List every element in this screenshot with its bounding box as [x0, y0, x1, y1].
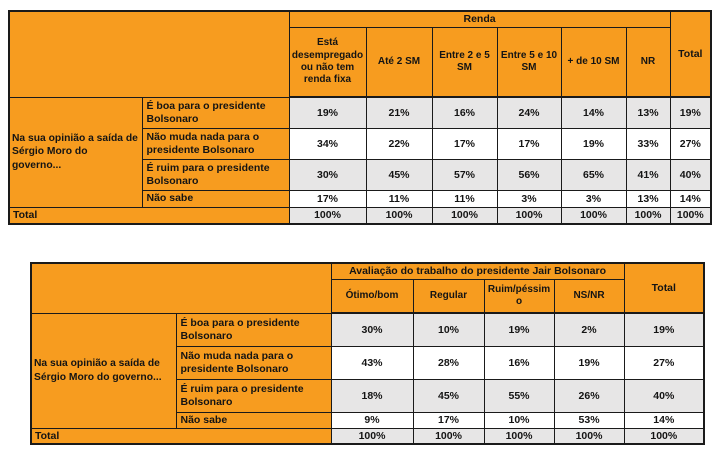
data-cell: 100% [670, 207, 711, 224]
data-cell: 14% [561, 97, 626, 128]
data-cell: 16% [432, 97, 497, 128]
data-cell: 17% [413, 412, 484, 428]
table1-row-question: Na sua opinião a saída de Sérgio Moro do governo... [9, 97, 142, 207]
total-row-label: Total [31, 428, 331, 444]
data-cell: 41% [626, 159, 670, 190]
row-label: É boa para o presidente Bolsonaro [142, 97, 289, 128]
data-cell: 65% [561, 159, 626, 190]
data-cell: 30% [331, 313, 413, 346]
data-cell: 28% [413, 346, 484, 379]
data-cell: 19% [670, 97, 711, 128]
data-cell: 22% [366, 128, 432, 159]
column-header: Regular [413, 279, 484, 313]
data-cell: 11% [366, 190, 432, 207]
data-cell: 30% [289, 159, 366, 190]
column-header: Até 2 SM [366, 27, 432, 97]
data-cell: 19% [554, 346, 624, 379]
data-cell: 100% [484, 428, 554, 444]
data-cell: 45% [413, 379, 484, 412]
table2-row-question: Na sua opinião a saída de Sérgio Moro do governo... [31, 313, 176, 428]
column-header: Ruim/péssimo [484, 279, 554, 313]
column-header: Ótimo/bom [331, 279, 413, 313]
data-cell: 19% [484, 313, 554, 346]
data-cell: 100% [554, 428, 624, 444]
table1-total-column-header: Total [670, 11, 711, 97]
data-cell: 57% [432, 159, 497, 190]
data-cell: 100% [626, 207, 670, 224]
data-cell: 56% [497, 159, 561, 190]
data-cell: 26% [554, 379, 624, 412]
data-cell: 13% [626, 97, 670, 128]
approval-crosstab-table [30, 262, 705, 445]
data-cell: 100% [624, 428, 704, 444]
row-label: É ruim para o presidente Bolsonaro [142, 159, 289, 190]
data-cell: 13% [626, 190, 670, 207]
row-label: É boa para o presidente Bolsonaro [176, 313, 331, 346]
data-cell: 10% [484, 412, 554, 428]
data-cell: 100% [366, 207, 432, 224]
table1-group-header: Renda [289, 11, 670, 27]
data-cell: 14% [624, 412, 704, 428]
data-cell: 24% [497, 97, 561, 128]
total-row [31, 428, 704, 444]
data-cell: 100% [432, 207, 497, 224]
column-header: NR [626, 27, 670, 97]
data-cell: 3% [561, 190, 626, 207]
table2-group-header: Avaliação do trabalho do presidente Jair Bolsonaro [331, 263, 624, 279]
table1-corner-cell [9, 11, 289, 97]
data-cell: 100% [561, 207, 626, 224]
data-cell: 45% [366, 159, 432, 190]
column-header: Entre 5 e 10 SM [497, 27, 561, 97]
row-label: Não muda nada para o presidente Bolsonaro [142, 128, 289, 159]
column-header: Está desempregado ou não tem renda fixa [289, 27, 366, 97]
table-row [9, 97, 711, 128]
data-cell: 27% [624, 346, 704, 379]
data-cell: 19% [289, 97, 366, 128]
table2-total-column-header: Total [624, 263, 704, 313]
data-cell: 17% [497, 128, 561, 159]
data-cell: 27% [670, 128, 711, 159]
column-header: Entre 2 e 5 SM [432, 27, 497, 97]
data-cell: 16% [484, 346, 554, 379]
data-cell: 14% [670, 190, 711, 207]
table-row [31, 313, 704, 346]
data-cell: 19% [624, 313, 704, 346]
total-row-label: Total [9, 207, 289, 224]
data-cell: 3% [497, 190, 561, 207]
data-cell: 2% [554, 313, 624, 346]
column-header: NS/NR [554, 279, 624, 313]
data-cell: 100% [413, 428, 484, 444]
data-cell: 17% [432, 128, 497, 159]
data-cell: 17% [289, 190, 366, 207]
total-row [9, 207, 711, 224]
row-label: É ruim para o presidente Bolsonaro [176, 379, 331, 412]
data-cell: 21% [366, 97, 432, 128]
data-cell: 11% [432, 190, 497, 207]
data-cell: 10% [413, 313, 484, 346]
data-cell: 19% [561, 128, 626, 159]
data-cell: 33% [626, 128, 670, 159]
data-cell: 55% [484, 379, 554, 412]
data-cell: 100% [497, 207, 561, 224]
data-cell: 100% [289, 207, 366, 224]
column-header: + de 10 SM [561, 27, 626, 97]
data-cell: 40% [624, 379, 704, 412]
income-crosstab-table [8, 10, 712, 225]
data-cell: 53% [554, 412, 624, 428]
data-cell: 100% [331, 428, 413, 444]
row-label: Não sabe [142, 190, 289, 207]
data-cell: 34% [289, 128, 366, 159]
data-cell: 43% [331, 346, 413, 379]
data-cell: 18% [331, 379, 413, 412]
data-cell: 40% [670, 159, 711, 190]
table2-corner-cell [31, 263, 331, 313]
data-cell: 9% [331, 412, 413, 428]
row-label: Não muda nada para o presidente Bolsonaro [176, 346, 331, 379]
row-label: Não sabe [176, 412, 331, 428]
